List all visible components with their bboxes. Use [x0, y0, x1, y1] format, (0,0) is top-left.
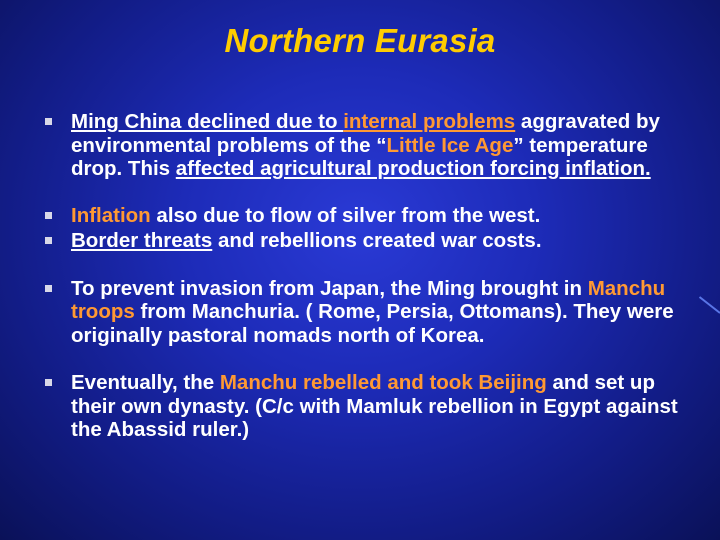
- square-bullet-icon: [45, 212, 52, 219]
- bullet-text: [71, 371, 678, 441]
- text-segment: ” temperature drop. This: [71, 133, 648, 180]
- square-bullet-icon: [45, 285, 52, 292]
- text-segment: Manchu troops: [71, 276, 666, 323]
- bullet-item: [42, 204, 692, 228]
- text-segment: internal problems: [343, 110, 516, 133]
- text-segment: affected agricultural production forcing inflation.: [175, 157, 651, 180]
- bullet-item: [42, 277, 692, 348]
- square-bullet-icon: [45, 237, 52, 244]
- text-segment: and rebellions created war costs.: [212, 229, 542, 252]
- text-segment: Ming China declined due to: [71, 110, 344, 133]
- square-bullet-icon: [45, 118, 52, 125]
- decorative-line: [699, 296, 720, 314]
- bullet-item: [42, 229, 692, 253]
- bullet-item: [42, 110, 692, 181]
- bullet-text: [71, 229, 542, 252]
- bullet-text: [71, 204, 540, 227]
- bullet-text: [71, 277, 674, 347]
- text-segment: aggravated by environmental problems of the “: [71, 110, 660, 157]
- bullet-text: [71, 110, 660, 180]
- text-segment: from Manchuria. ( Rome, Persia, Ottomans). They were originally pastoral nomads north of Korea.: [71, 300, 674, 347]
- slide-title: Northern Eurasia: [224, 22, 496, 59]
- text-segment: Border threats: [71, 229, 213, 252]
- text-segment: Little Ice Age: [386, 133, 514, 157]
- text-segment: To prevent invasion from Japan, the Ming brought in: [71, 276, 588, 300]
- text-segment: Eventually, the: [71, 371, 220, 394]
- bullet-item: [42, 371, 692, 442]
- bullet-list: [42, 110, 692, 442]
- text-segment: and set up their own dynasty. (C/c with Mamluk rebellion in Egypt against the Abassid ruler.): [71, 371, 678, 441]
- text-segment: Inflation: [71, 203, 151, 227]
- square-bullet-icon: [45, 379, 52, 386]
- text-segment: also due to flow of silver from the west.: [150, 203, 541, 227]
- text-segment: Manchu rebelled and took Beijing: [219, 371, 547, 394]
